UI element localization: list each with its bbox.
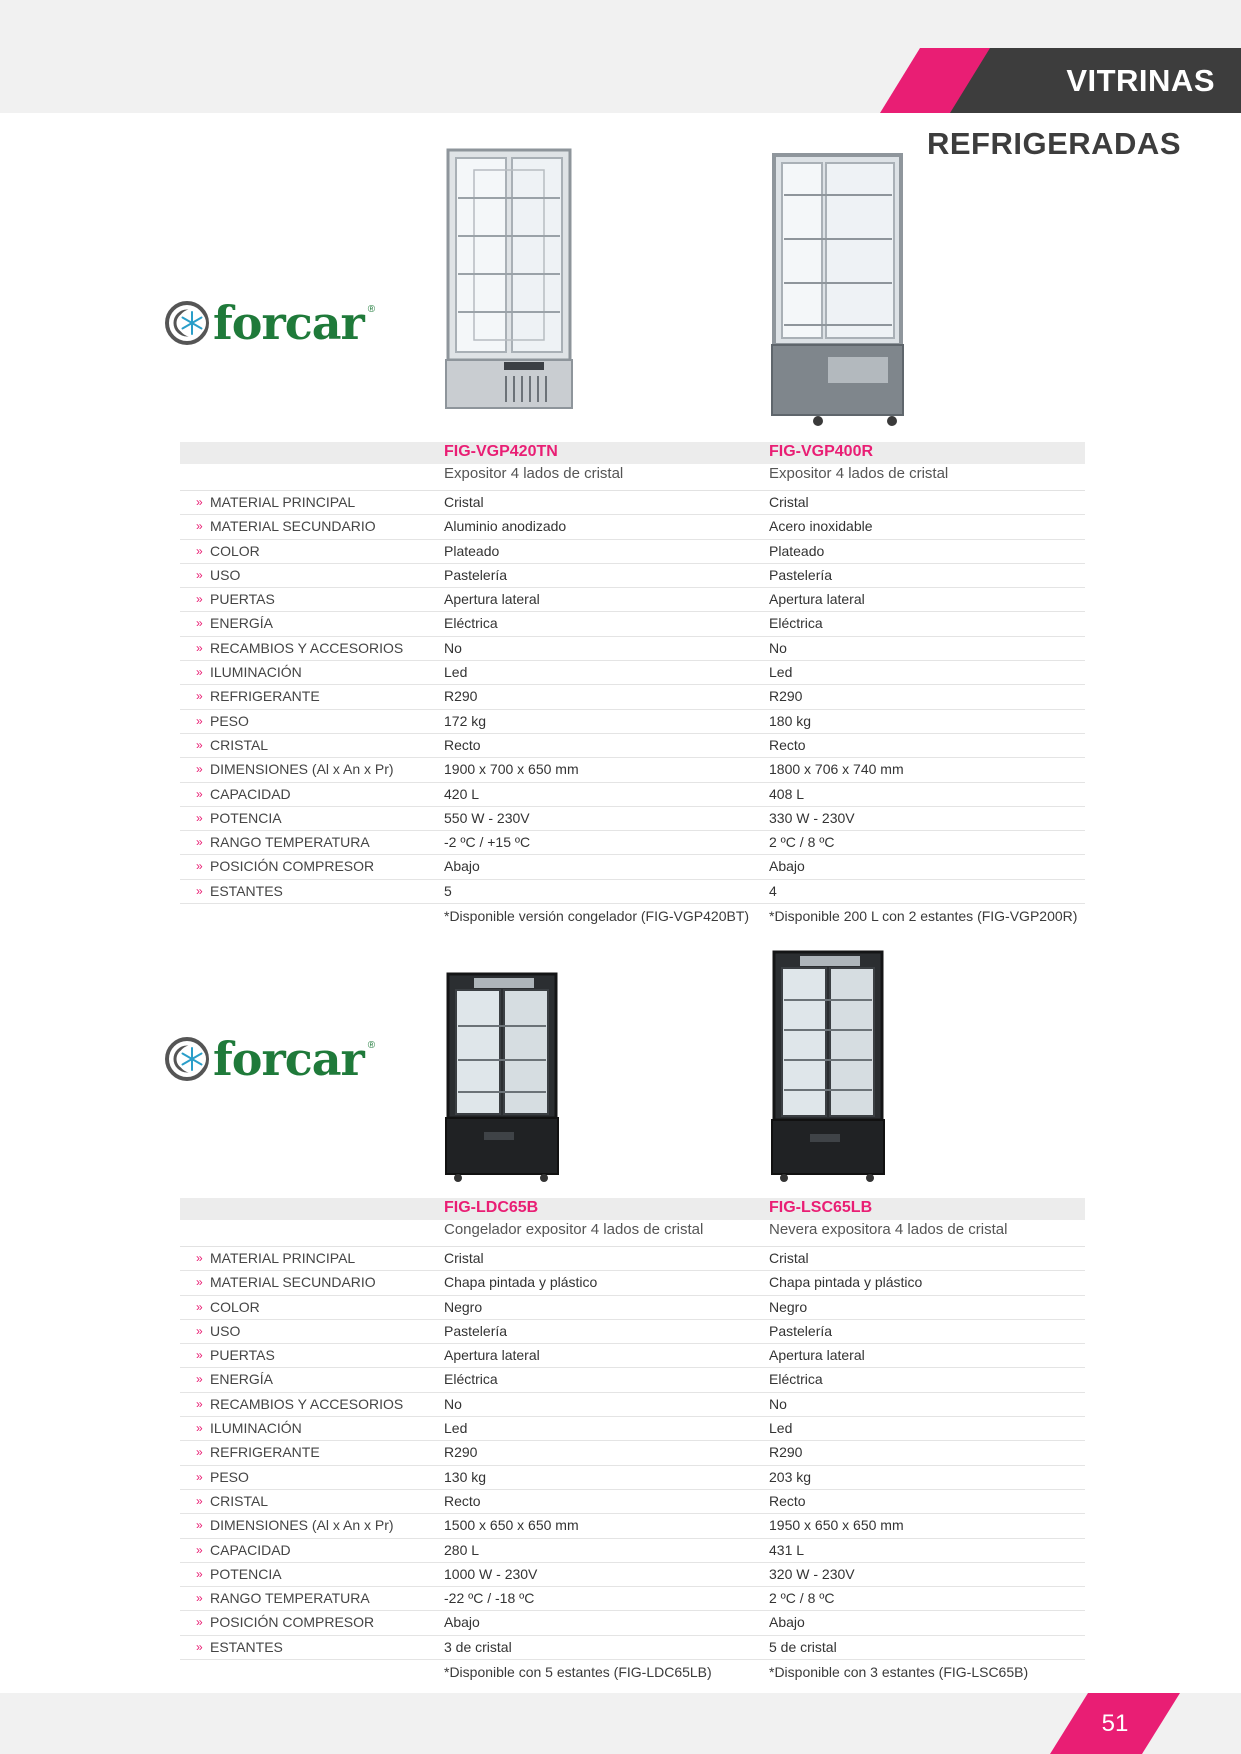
spec-value: Negro [769,1298,808,1315]
spec-table-1 [180,442,1085,928]
bullet-icon: » [196,1639,203,1654]
bullet-icon: » [196,713,203,728]
brand-emblem-icon [165,1037,209,1081]
bullet-icon: » [196,592,203,607]
spec-value: Apertura lateral [769,591,865,608]
spec-value: 5 [444,882,452,899]
spec-label: RECAMBIOS Y ACCESORIOS [210,1395,404,1412]
spec-label: USO [210,1322,241,1339]
spec-value: Eléctrica [444,615,498,632]
spec-value: 3 de cristal [444,1638,512,1655]
product-image-vgp420tn [444,148,574,412]
spec-value: Pastelería [444,1322,508,1339]
spec-label: POSICIÓN COMPRESOR [210,1614,375,1631]
spec-value: 4 [769,882,777,899]
spec-header-row [180,1198,1085,1220]
bullet-icon: » [196,567,203,582]
spec-value: 130 kg [444,1468,487,1485]
spec-row [180,491,1085,515]
brand-wordmark: forcar [213,1032,364,1086]
spec-row [180,831,1085,855]
spec-value: Cristal [444,494,484,510]
spec-value: Abajo [444,858,480,875]
bullet-icon: » [196,762,203,777]
spec-label: DIMENSIONES (Al x An x Pr) [210,1517,394,1534]
bullet-icon: » [196,883,203,898]
product-image-lsc65lb [770,950,886,1184]
spec-value: Led [444,664,468,681]
bullet-icon: » [196,786,203,801]
spec-label: POSICIÓN COMPRESOR [210,858,375,875]
spec-row [180,880,1085,904]
bullet-icon: » [196,1421,203,1436]
spec-row [180,1611,1085,1635]
spec-value: 550 W - 230V [444,809,530,826]
product-name: FIG-VGP400R [769,443,874,460]
spec-row [180,1247,1085,1271]
spec-value: Apertura lateral [444,591,540,608]
product-note: *Disponible versión congelador (FIG-VGP420BT) [444,908,750,925]
spec-row [180,1417,1085,1441]
spec-row [180,855,1085,879]
spec-value: No [444,639,462,656]
spec-row [180,588,1085,612]
spec-row [180,1296,1085,1320]
bullet-icon: » [196,616,203,631]
spec-value: R290 [769,688,803,705]
spec-label: DIMENSIONES (Al x An x Pr) [210,761,394,778]
spec-label: POTENCIA [210,1565,282,1582]
spec-label: USO [210,566,241,583]
spec-value: 320 W - 230V [769,1565,855,1582]
bullet-icon: » [196,1493,203,1508]
spec-label: ENERGÍA [210,615,274,632]
bullet-icon: » [196,519,203,534]
product-description: Congelador expositor 4 lados de cristal [444,1221,704,1238]
spec-value: Cristal [769,494,809,510]
spec-label: ESTANTES [210,1638,283,1655]
spec-row [180,540,1085,564]
bullet-icon: » [196,495,203,509]
spec-label: PESO [210,1468,249,1485]
spec-value: 5 de cristal [769,1638,837,1655]
spec-value: Abajo [769,858,805,875]
spec-value: Recto [769,1492,806,1509]
spec-value: Cristal [444,1250,484,1266]
spec-value: 408 L [769,785,805,802]
spec-value: 1900 x 700 x 650 mm [444,761,579,778]
spec-label: MATERIAL PRINCIPAL [210,1250,356,1266]
spec-value: Aluminio anodizado [444,518,567,535]
spec-note-row [180,1660,1085,1684]
spec-value: Eléctrica [769,1371,823,1388]
spec-row [180,1636,1085,1660]
spec-value: 1950 x 650 x 650 mm [769,1517,904,1534]
spec-value: Pastelería [444,566,508,583]
spec-value: 203 kg [769,1468,812,1485]
spec-value: Eléctrica [444,1371,498,1388]
product-image-vgp400r [770,153,905,428]
bullet-icon: » [196,1348,203,1363]
spec-label: PESO [210,712,249,729]
spec-label: REFRIGERANTE [210,1444,320,1461]
spec-value: Pastelería [769,1322,833,1339]
spec-row [180,1514,1085,1538]
brand-logo [165,296,375,350]
spec-row [180,685,1085,709]
spec-value: No [769,1395,787,1412]
spec-value: 1800 x 706 x 740 mm [769,761,904,778]
spec-value: No [769,639,787,656]
spec-row [180,1320,1085,1344]
spec-value: 420 L [444,785,480,802]
product-name: FIG-VGP420TN [444,443,558,460]
brand-registered: ® [367,304,376,315]
bullet-icon: » [196,1445,203,1460]
spec-row [180,1563,1085,1587]
spec-desc-row [180,464,1085,491]
spec-row [180,710,1085,734]
spec-value: -22 ºC / -18 ºC [444,1590,535,1607]
spec-label: MATERIAL SECUNDARIO [210,1274,376,1291]
brand-logo [165,1032,375,1086]
spec-label: MATERIAL SECUNDARIO [210,518,376,535]
spec-value: 172 kg [444,712,487,729]
product-description: Expositor 4 lados de cristal [769,465,949,482]
spec-value: -2 ºC / +15 ºC [444,834,531,851]
spec-value: Eléctrica [769,615,823,632]
bullet-icon: » [196,859,203,874]
spec-row [180,807,1085,831]
spec-row [180,734,1085,758]
brand-emblem-icon [165,301,209,345]
spec-row [180,1587,1085,1611]
spec-row [180,1466,1085,1490]
bullet-icon: » [196,737,203,752]
spec-value: Abajo [769,1614,805,1631]
spec-desc-row [180,1220,1085,1247]
spec-label: ILUMINACIÓN [210,1420,302,1437]
spec-label: RECAMBIOS Y ACCESORIOS [210,639,404,656]
spec-label: PUERTAS [210,591,275,608]
bullet-icon: » [196,1615,203,1630]
spec-value: Plateado [769,542,825,559]
spec-label: CRISTAL [210,736,269,753]
section-subtitle: REFRIGERADAS [926,126,1181,161]
spec-value: Plateado [444,542,500,559]
spec-value: Led [769,1420,793,1437]
spec-row [180,783,1085,807]
bullet-icon: » [196,1566,203,1581]
spec-value: Recto [769,736,806,753]
spec-value: Chapa pintada y plástico [444,1274,598,1291]
spec-label: POTENCIA [210,809,282,826]
page-number: 51 [1101,1710,1129,1737]
spec-value: Apertura lateral [769,1347,865,1364]
product-note: *Disponible con 5 estantes (FIG-LDC65LB) [444,1664,712,1681]
spec-value: Abajo [444,1614,480,1631]
bullet-icon: » [196,1275,203,1290]
spec-row [180,1539,1085,1563]
bullet-icon: » [196,835,203,850]
brand-registered: ® [367,1040,376,1051]
spec-row [180,1441,1085,1465]
bullet-icon: » [196,1542,203,1557]
spec-row [180,515,1085,539]
product-image-ldc65b [444,972,560,1184]
spec-row [180,1393,1085,1417]
spec-value: Recto [444,736,481,753]
spec-row [180,612,1085,636]
bullet-icon: » [196,810,203,825]
spec-header-row [180,442,1085,464]
spec-note-row [180,904,1085,928]
spec-row [180,1368,1085,1392]
spec-row [180,1344,1085,1368]
spec-value: No [444,1395,462,1412]
spec-value: 1500 x 650 x 650 mm [444,1517,579,1534]
product-name: FIG-LSC65LB [769,1199,873,1216]
bullet-icon: » [196,1591,203,1606]
bullet-icon: » [196,543,203,558]
spec-value: Led [444,1420,468,1437]
bullet-icon: » [196,640,203,655]
spec-value: Apertura lateral [444,1347,540,1364]
spec-row [180,637,1085,661]
bullet-icon: » [196,1469,203,1484]
bullet-icon: » [196,1372,203,1387]
product-description: Expositor 4 lados de cristal [444,465,624,482]
spec-value: Chapa pintada y plástico [769,1274,923,1291]
spec-label: CAPACIDAD [210,1541,291,1558]
footer-band [0,1693,1241,1754]
spec-label: COLOR [210,1298,260,1315]
spec-label: RANGO TEMPERATURA [210,834,370,851]
bullet-icon: » [196,1323,203,1338]
spec-value: Led [769,664,793,681]
spec-value: 280 L [444,1541,480,1558]
spec-label: PUERTAS [210,1347,275,1364]
spec-value: 2 ºC / 8 ºC [769,834,835,851]
spec-value: R290 [769,1444,803,1461]
product-description: Nevera expositora 4 lados de cristal [769,1221,1008,1238]
spec-label: ESTANTES [210,882,283,899]
spec-row [180,1490,1085,1514]
spec-label: ENERGÍA [210,1371,274,1388]
spec-row [180,661,1085,685]
spec-value: 330 W - 230V [769,809,855,826]
spec-value: R290 [444,1444,478,1461]
spec-row [180,1271,1085,1295]
product-name: FIG-LDC65B [444,1199,539,1216]
spec-row [180,564,1085,588]
spec-label: CRISTAL [210,1492,269,1509]
product-note: *Disponible con 3 estantes (FIG-LSC65B) [769,1664,1029,1681]
product-note: *Disponible 200 L con 2 estantes (FIG-VGP200R) [769,908,1078,925]
spec-value: Recto [444,1492,481,1509]
bullet-icon: » [196,1251,203,1265]
spec-value: Negro [444,1298,483,1315]
spec-value: 431 L [769,1541,805,1558]
spec-value: 1000 W - 230V [444,1565,538,1582]
bullet-icon: » [196,665,203,680]
spec-label: RANGO TEMPERATURA [210,1590,370,1607]
bullet-icon: » [196,1299,203,1314]
bullet-icon: » [196,1396,203,1411]
spec-label: MATERIAL PRINCIPAL [210,494,356,510]
brand-wordmark: forcar [213,296,364,350]
spec-label: CAPACIDAD [210,785,291,802]
spec-value: 180 kg [769,712,812,729]
bullet-icon: » [196,689,203,704]
spec-value: Cristal [769,1250,809,1266]
bullet-icon: » [196,1518,203,1533]
spec-value: Acero inoxidable [769,518,873,535]
spec-value: 2 ºC / 8 ºC [769,1590,835,1607]
spec-label: COLOR [210,542,260,559]
spec-table-2 [180,1198,1085,1684]
spec-row [180,758,1085,782]
spec-label: ILUMINACIÓN [210,664,302,681]
spec-value: Pastelería [769,566,833,583]
spec-value: R290 [444,688,478,705]
spec-label: REFRIGERANTE [210,688,320,705]
section-title: VITRINAS [1066,63,1215,98]
